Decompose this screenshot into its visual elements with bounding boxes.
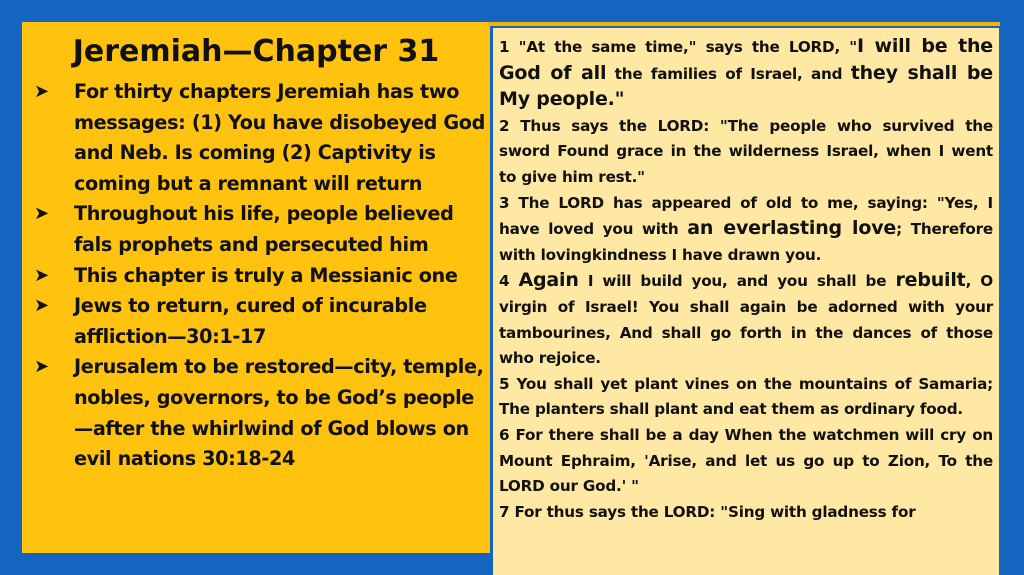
bullet-list	[34, 77, 490, 475]
bullet-item	[34, 199, 490, 260]
verse-2: 2 Thus says the LORD: "The people who survived the sword Found grace in the wilderness Israel, when I went to give him rest."	[499, 116, 993, 186]
arrow-bullet-icon: ➤	[34, 203, 50, 225]
verse-text: , O virgin of Israel! You shall again be adorned with your tambourines, And shall go forth in the dances of those who rejoice.	[499, 272, 993, 368]
bullet-item	[34, 352, 490, 474]
verse-text: 4	[499, 272, 519, 291]
verse-text: the families of Israel, and	[606, 64, 851, 83]
summary-panel	[22, 22, 490, 553]
verse-5: 5 You shall yet plant vines on the mountains of Samaria; The planters shall plant and eat them as ordinary food.	[499, 374, 993, 419]
arrow-bullet-icon: ➤	[34, 81, 50, 102]
bullet-item	[34, 291, 490, 352]
bullet-text: Jews to return, cured of incurable affliction—30:1-17	[74, 294, 427, 348]
verse-emphasis: Again	[518, 269, 579, 292]
slide-title: Jeremiah—Chapter 31	[72, 34, 440, 69]
accent-divider	[488, 22, 1000, 26]
verse-4	[499, 268, 993, 371]
verse-text: 1 "At the same time," says the LORD, "	[499, 38, 858, 56]
verse-emphasis: an everlasting love	[687, 217, 897, 240]
verse-emphasis: they shall be My people."	[499, 61, 993, 111]
arrow-bullet-icon: ➤	[34, 356, 50, 378]
verse-emphasis: I will be the God of all	[499, 35, 993, 84]
bullet-text: Jerusalem to be restored—city, temple, nobles, governors, to be God’s people—after the whirlwind of God blows on evil nations 30:18-24	[74, 355, 484, 471]
verse-text: ; Therefore with lovingkindness I have drawn you.	[499, 220, 993, 264]
verse-text: 3 The LORD has appeared of old to me, saying: "Yes, I have loved you with	[499, 193, 993, 239]
verse-3	[499, 191, 993, 269]
arrow-bullet-icon: ➤	[34, 264, 50, 286]
verse-7: 7 For thus says the LORD: "Sing with gladness for	[499, 502, 916, 521]
verse-emphasis: rebuilt	[895, 269, 966, 292]
verse-1	[499, 34, 993, 114]
bullet-item	[34, 261, 490, 292]
verse-6: 6 For there shall be a day When the watchmen will cry on Mount Ephraim, 'Arise, and let us go up to Zion, To the LORD our God.' "	[499, 425, 993, 496]
scripture-panel	[493, 28, 999, 575]
bullet-item	[34, 77, 490, 199]
bullet-text: Throughout his life, people believed fals prophets and persecuted him	[74, 202, 454, 256]
bullet-text: This chapter is truly a Messianic one	[74, 263, 458, 287]
bullet-text: For thirty chapters Jeremiah has two messages: (1) You have disobeyed God and Neb. Is coming (2) Captivity is coming but a remnant will return	[74, 80, 486, 195]
verse-text: I will build you, and you shall be	[578, 272, 896, 291]
arrow-bullet-icon: ➤	[34, 295, 50, 317]
